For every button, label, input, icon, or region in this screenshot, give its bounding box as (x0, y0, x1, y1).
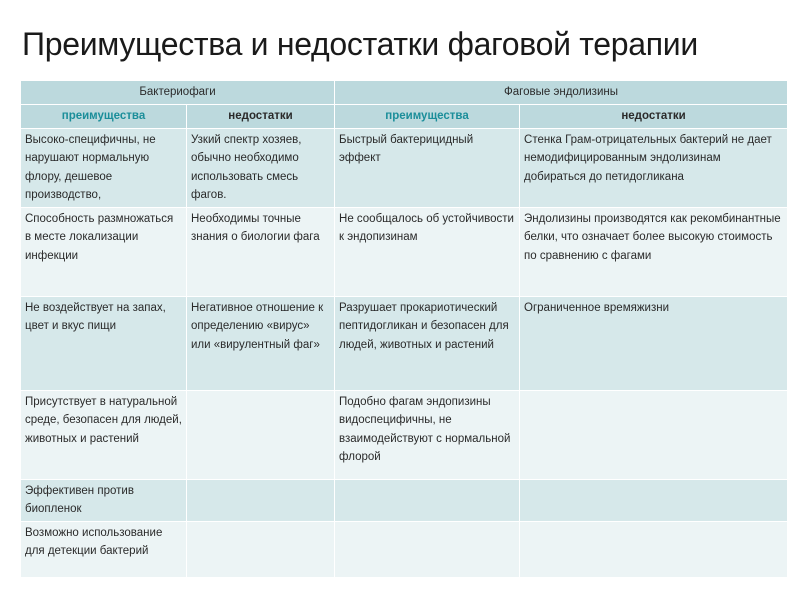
table-cell (335, 479, 520, 521)
table-cell: Высоко-специфичны, не нарушают нормальную флору, дешевое производство, (21, 128, 187, 207)
group-header-bacteriophages: Бактериофаги (21, 81, 335, 105)
page-title: Преимущества и недостатки фаговой терапии (22, 26, 698, 62)
table-row (21, 296, 788, 390)
table-cell (520, 479, 788, 521)
table-cell: Подобно фагам эндопизины видоспецифичны, не взаимодействуют с нормальной флорой (335, 390, 520, 479)
table-cell (187, 390, 335, 479)
table-cell (520, 390, 788, 479)
table-cell: Стенка Грам-отрицательных бактерий не дает немодифицированным эндолизинам добираться до петидогликана (520, 128, 788, 207)
table-row (21, 390, 788, 479)
table-cell: Эндолизины производятся как рекомбинантные белки, что означает более высокую стоимость по сравнению с фагами (520, 207, 788, 296)
table-cell: Не воздействует на запах, цвет и вкус пищи (21, 296, 187, 390)
table-cell: Эффективен против биопленок (21, 479, 187, 521)
table-cell: Возможно использование для детекции бактерий (21, 521, 187, 577)
table-cell: Быстрый бактерицидный эффект (335, 128, 520, 207)
sub-header-row (21, 104, 788, 128)
group-header-row (21, 81, 788, 105)
table-cell: Не сообщалось об устойчивости к эндопизинам (335, 207, 520, 296)
table-cell (520, 521, 788, 577)
table-cell: Необходимы точные знания о биологии фага (187, 207, 335, 296)
table-row (21, 479, 788, 521)
table-cell (187, 521, 335, 577)
table-cell: Негативное отношение к определению «вирус» или «вирулентный фаг» (187, 296, 335, 390)
table-cell (187, 479, 335, 521)
table-cell: Присутствует в натуральной среде, безопасен для людей, животных и растений (21, 390, 187, 479)
sub-header-endolysin-disadvantages: недостатки (520, 104, 788, 128)
table-row (21, 207, 788, 296)
table-cell (335, 521, 520, 577)
sub-header-phage-disadvantages: недостатки (187, 104, 335, 128)
table-cell: Разрушает прокариотический пептидогликан и безопасен для людей, животных и растений (335, 296, 520, 390)
table-cell: Ограниченное времяжизни (520, 296, 788, 390)
sub-header-phage-advantages: преимущества (21, 104, 187, 128)
group-header-endolysins: Фаговые эндолизины (335, 81, 788, 105)
sub-header-endolysin-advantages: преимущества (335, 104, 520, 128)
table-cell: Узкий спектр хозяев, обычно необходимо использовать смесь фагов. (187, 128, 335, 207)
table-row (21, 128, 788, 207)
table-cell: Способность размножаться в месте локализации инфекции (21, 207, 187, 296)
comparison-table (20, 80, 788, 578)
table-row (21, 521, 788, 577)
